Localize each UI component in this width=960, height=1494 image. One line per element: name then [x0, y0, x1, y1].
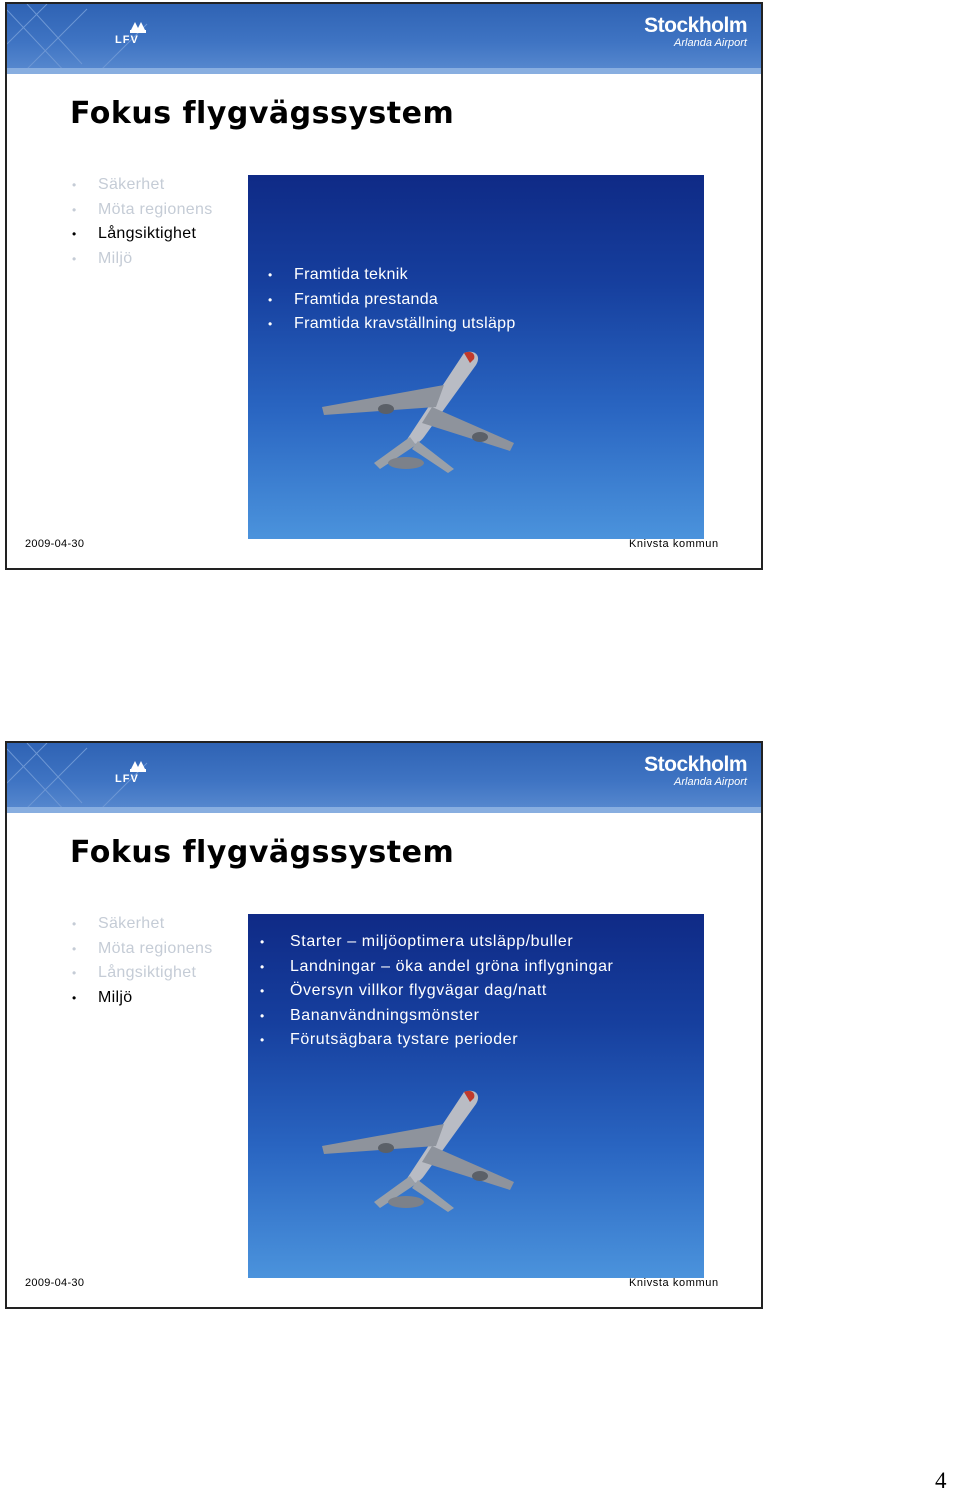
airplane-photo — [248, 175, 704, 539]
logo-stockholm: Stockholm — [644, 14, 747, 37]
photo-bullet: • Starter – miljöoptimera utsläpp/buller — [260, 930, 614, 955]
slide-banner — [7, 4, 761, 74]
photo-bullet: • Framtida teknik — [268, 263, 516, 288]
airplane-photo — [248, 914, 704, 1278]
photo-bullet: • Framtida prestanda — [268, 288, 516, 313]
topic-list — [70, 912, 213, 1010]
photo-bullet: • Översyn villkor flygvägar dag/natt — [260, 979, 614, 1004]
photo-bullet-list — [268, 263, 516, 337]
logo-arlanda: Arlanda Airport — [674, 776, 747, 788]
footer-organization: Knivsta kommun — [629, 538, 719, 550]
footer-date: 2009-04-30 — [25, 1277, 85, 1289]
lfv-logo-text: LFV — [115, 34, 139, 46]
slide-title: Fokus flygvägssystem — [70, 835, 455, 870]
photo-bullet-list — [260, 930, 614, 1053]
topic-item-active: • Långsiktighet — [70, 222, 213, 247]
airplane-icon — [314, 345, 524, 475]
photo-bullet: • Framtida kravställning utsläpp — [268, 312, 516, 337]
topic-item: • Möta regionens — [70, 198, 213, 223]
footer-organization: Knivsta kommun — [629, 1277, 719, 1289]
slide-banner — [7, 743, 761, 813]
photo-bullet: • Bananvändningsmönster — [260, 1004, 614, 1029]
topic-item-active: • Miljö — [70, 986, 213, 1011]
topic-item: • Långsiktighet — [70, 961, 213, 986]
stockholm-arlanda-logo — [644, 15, 747, 49]
photo-bullet: • Förutsägbara tystare perioder — [260, 1028, 614, 1053]
topic-list — [70, 173, 213, 271]
topic-item: • Möta regionens — [70, 937, 213, 962]
logo-stockholm: Stockholm — [644, 753, 747, 776]
topic-item: • Säkerhet — [70, 173, 213, 198]
slide-title: Fokus flygvägssystem — [70, 96, 455, 131]
topic-item: • Säkerhet — [70, 912, 213, 937]
page-number: 4 — [935, 1468, 947, 1493]
lfv-logo-text: LFV — [115, 773, 139, 785]
logo-arlanda: Arlanda Airport — [674, 37, 747, 49]
photo-bullet: • Landningar – öka andel gröna inflygningar — [260, 955, 614, 980]
airplane-icon — [314, 1084, 524, 1214]
stockholm-arlanda-logo — [644, 754, 747, 788]
topic-item: • Miljö — [70, 247, 213, 272]
slide-1 — [5, 2, 763, 570]
slide-2 — [5, 741, 763, 1309]
footer-date: 2009-04-30 — [25, 538, 85, 550]
